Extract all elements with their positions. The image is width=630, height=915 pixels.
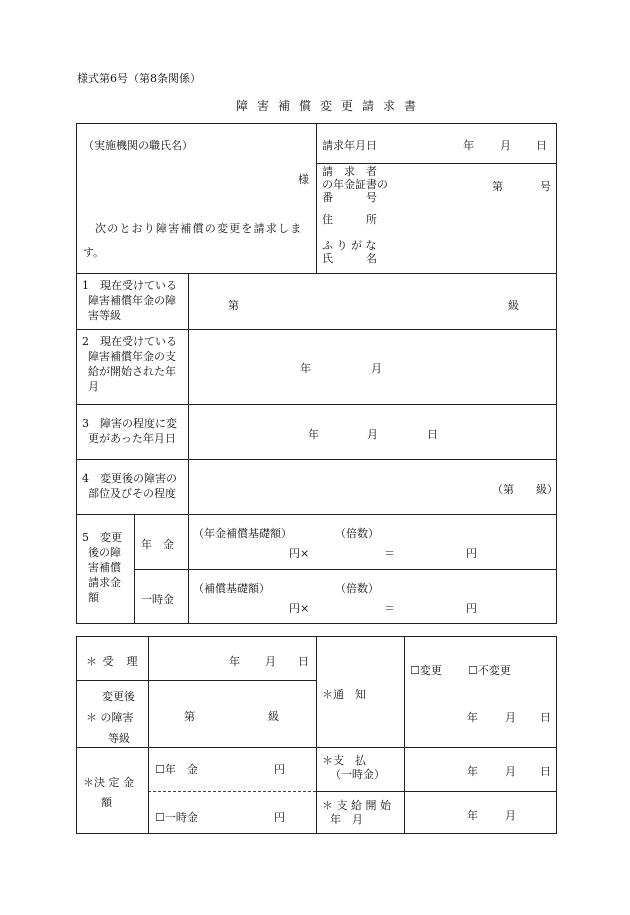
certificate-gou: 号: [540, 180, 551, 193]
payment-year: 年: [467, 765, 478, 778]
row3-day: 日: [427, 428, 438, 441]
name-label: ふ り が な 氏 名: [322, 239, 377, 265]
notice-day: 日: [540, 711, 551, 724]
lump-sum-label: 一時金: [141, 593, 174, 606]
row3-year: 年: [308, 428, 319, 441]
checkbox-lump-sum[interactable]: ☐一時金: [155, 811, 198, 824]
pension-equals: ＝: [384, 547, 395, 560]
request-statement: 次のとおり障害補償の変更を請求しま: [95, 222, 303, 235]
receipt-day: 日: [298, 655, 309, 668]
lump-sum-amount-yen: 円: [274, 811, 285, 824]
payment-label: ＊支 払 （一時金）: [322, 754, 385, 781]
notice-label: ＊通 知: [322, 688, 366, 701]
lump-base-label: （補償基礎額）: [193, 582, 270, 595]
request-date-year: 年: [463, 139, 474, 152]
checkbox-changed[interactable]: ☐変更: [410, 664, 442, 677]
payment-start-month: 月: [505, 809, 516, 822]
row2-month: 月: [371, 362, 382, 375]
lump-equals: ＝: [384, 602, 395, 615]
form-number: 様式第6号（第8条関係）: [77, 72, 201, 85]
lump-yen-times: 円×: [289, 602, 310, 615]
row4-label: 4 変更後の障害の 部位及びその程度: [82, 472, 177, 500]
certificate-number-label: 請 求 者 の年金証書の 番 号: [322, 165, 388, 204]
pension-amount-yen: 円: [274, 763, 285, 776]
row2-label: 2 現在受けている 障害補償年金の支 給が開始された年 月: [82, 335, 177, 393]
receipt-year: 年: [229, 655, 240, 668]
changed-grade-dai: 第: [184, 710, 195, 723]
row4-grade: （第 級）: [492, 483, 558, 496]
request-statement-end: す。: [83, 246, 105, 259]
addressee-label: （実施機関の職氏名）: [83, 139, 193, 152]
request-date-month: 月: [500, 139, 511, 152]
payment-day: 日: [540, 765, 551, 778]
checkbox-pension[interactable]: ☐年 金: [155, 763, 198, 776]
notice-month: 月: [505, 711, 516, 724]
request-date-label: 請求年月日: [322, 139, 377, 152]
lump-multiplier-label: （倍数）: [335, 582, 379, 595]
address-label: 住 所: [322, 213, 377, 226]
request-date-day: 日: [536, 139, 547, 152]
row1-kyu: 級: [508, 299, 519, 312]
checkbox-unchanged[interactable]: ☐不変更: [468, 664, 511, 677]
pension-label: 年 金: [141, 538, 174, 551]
row5-label: 5 変更 後の障 害補償 請求金 額: [82, 531, 122, 604]
honorific-sama: 様: [298, 173, 309, 186]
changed-grade-label: 変更後 ＊ の障害 等級: [86, 690, 135, 745]
decided-amount-label: ＊決 定 金 額: [83, 776, 134, 809]
row2-year: 年: [300, 362, 311, 375]
pension-yen-times: 円×: [289, 547, 310, 560]
pension-multiplier-label: （倍数）: [335, 527, 379, 540]
certificate-dai: 第: [492, 180, 503, 193]
row3-month: 月: [367, 428, 378, 441]
payment-month: 月: [505, 765, 516, 778]
pension-yen: 円: [466, 547, 477, 560]
row3-label: 3 障害の程度に変 更があった年月日: [82, 417, 177, 445]
receipt-label: ＊ 受 理: [86, 655, 139, 668]
row1-label: 1 現在受けている 障害補償年金の障 害等級: [82, 279, 177, 322]
notice-year: 年: [467, 711, 478, 724]
payment-start-label: ＊ 支 給 開 始 年 月: [322, 799, 391, 826]
payment-start-year: 年: [467, 809, 478, 822]
receipt-month: 月: [265, 655, 276, 668]
pension-base-label: （年金補償基礎額）: [193, 527, 292, 540]
row1-dai: 第: [228, 299, 239, 312]
lump-yen: 円: [466, 602, 477, 615]
page-title: 障害補償変更請求書: [236, 99, 426, 113]
changed-grade-kyu: 級: [268, 710, 279, 723]
